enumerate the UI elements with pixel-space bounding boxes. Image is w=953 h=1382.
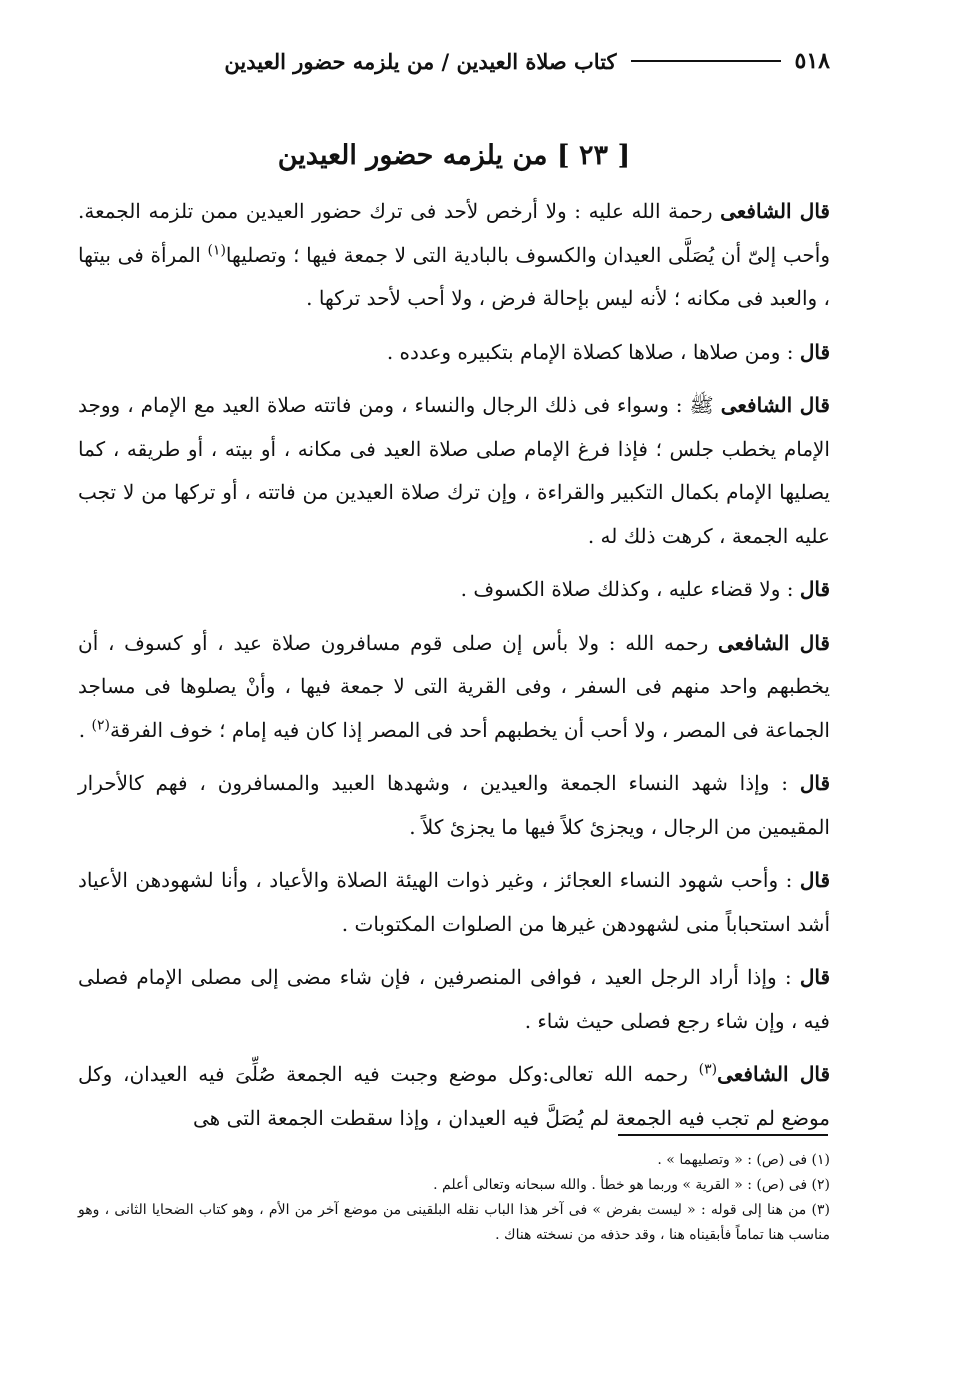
running-header: [78, 44, 830, 78]
paragraph-text: : ولا قضاء عليه ، وكذلك صلاة الكسوف .: [460, 577, 800, 601]
body-text: [78, 190, 830, 1140]
paragraph: [78, 622, 830, 753]
paragraph-text: رحمة الله عليه : ولا أرخص لأحد فى ترك حضور العيدين ممن تلزمه الجمعة. وأحب إلىّ أن يُصَلَّى العيدان والكسوف بالبادية التى لا جمعة فيها ؛ وتصليها: [78, 199, 831, 267]
paragraph: [78, 190, 830, 321]
chapter-heading: [ ٢٣ ] من يلزمه حضور العيدين: [277, 140, 631, 171]
paragraph-text: ﷺ : وسواء فى ذلك الرجال والنساء ، ومن فاتته صلاة العيد مع الإمام ، ووجد الإمام يخطب جلس ؛ فإذا فرغ الإمام صلى صلاة العيد فى مكانه ، أو بيته ، أو طريقه ، كما يصليها الإمام بكمال التكبير والقراءة ، وإن ترك صلاة العيدين من فاتته ، أو تركها من لا تجب عليه الجمعة ، كرهت ذلك له .: [78, 393, 830, 548]
paragraph: [78, 568, 830, 612]
speaker-label: قال: [799, 965, 830, 989]
speaker-label: قال: [799, 577, 830, 601]
paragraph-text-continued: المرأة فى بيتها ، والعبد فى مكانه ؛ لأنه ليس بإحالة فرض ، ولا أحب لأحد تركها .: [78, 242, 830, 310]
footnote-ref: (٣): [698, 1061, 718, 1078]
paragraph-text: رحمه الله : ولا بأس إن صلى قوم مسافرون صلاة عيد ، أو كسوف ، أن يخطبهم واحد منهم فى السفر ، وفى القرية التى لا جمعة فيها ، وأنْ يصلوها فى مساجد الجماعة فى المصر ، ولا أحب أن يخطبهم أحد فى المصر إذا كان فيه إمام ؛ خوف الفرقة: [78, 630, 830, 742]
paragraph: [78, 1053, 830, 1140]
paragraph: [78, 859, 830, 946]
speaker-label: قال: [799, 339, 830, 364]
paragraph: [78, 956, 830, 1043]
speaker-label: قال الشافعى: [720, 393, 830, 417]
footnote: (٢) فى (ص) : « القرية » وربما هو خطأ . والله سبحانه وتعالى أعلم .: [433, 1177, 830, 1193]
paragraph-text-continued: .: [78, 717, 92, 742]
speaker-label: قال: [799, 771, 830, 795]
paragraph: [78, 384, 830, 558]
paragraph: [78, 331, 830, 375]
speaker-label: قال الشافعى: [717, 1062, 831, 1086]
paragraph-text: : وأحب شهود النساء العجائز ، وغير ذوات الهيئة الصلاة والأعياد ، وأنا لشهودهن الأعياد أشد استحباباً منى لشهودهن غيرها من الصلوات المكتوبات .: [78, 868, 830, 936]
page-number: ٥١٨: [794, 48, 830, 74]
footnote-ref: (٢): [91, 716, 110, 733]
speaker-label: قال الشافعى: [720, 199, 830, 223]
paragraph-text: رحمه الله تعالى:وكل موضع وجبت فيه الجمعة صُلِّىَ فيه العيدان، وكل موضع لم تجب فيه الجمعة لم يُصَلَّ فيه العيدان ، وإذا سقطت الجمعة التى هى: [78, 1062, 830, 1130]
speaker-label: قال الشافعى: [718, 630, 830, 655]
paragraph: [78, 762, 830, 849]
footnotes: [78, 1148, 830, 1248]
speaker-label: قال: [799, 868, 830, 892]
paragraph-text: : وإذا شهد النساء الجمعة والعيدين ، وشهدها العبيد والمسافرون ، فهم كالأحرار المقيمين من الرجال ، ويجزئ كلاً فيها ما يجزئ كلاً .: [78, 771, 830, 839]
footnote-ref: (١): [207, 241, 226, 258]
paragraph-text: : وإذا أراد الرجل العيد ، فوافى المنصرفين ، فإن شاء مضى إلى مصلى الإمام فصلى فيه ، وإن شاء رجع فصلى حيث شاء .: [78, 965, 830, 1033]
header-rule: [631, 60, 781, 62]
running-title: كتاب صلاة العيدين / من يلزمه حضور العيدين: [224, 48, 617, 74]
footnote: (١) فى (ص) : « وتصليهما » .: [657, 1152, 830, 1168]
footnote: (٣) من هنا إلى قوله : « ليست بفرض » فى آخر هذا الباب نقله البلقينى من موضع آخر من الأم ، وهو كتاب الضحايا الثانى ، وهو مناسب هنا تماماً فأبقيناه هنا ، وقد حذفه من نسخته هناك .: [78, 1202, 830, 1243]
paragraph-text: : ومن صلاها ، صلاها كصلاة الإمام بتكبيره وعدده .: [386, 339, 800, 364]
footnote-separator: [618, 1134, 828, 1136]
